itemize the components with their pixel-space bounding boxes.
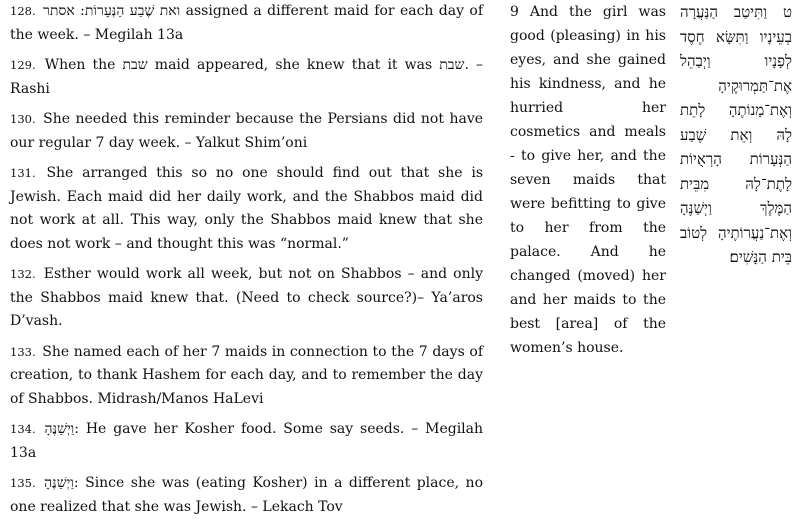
note-text: ואת שֶׁבַע הַנְּעָרוֹת: אסתר assigned a different maid for each day of the week. – Megilah 13a	[10, 3, 484, 43]
note-number: 134.	[10, 422, 36, 436]
note-128	[10, 0, 483, 47]
note-number: 132.	[10, 267, 36, 281]
note-129	[10, 54, 483, 101]
note-number: 129.	[10, 58, 36, 72]
note-134	[10, 418, 483, 465]
note-131	[10, 162, 483, 256]
note-number: 135.	[10, 476, 36, 490]
verse-english-translation: 9 And the girl was good (pleasing) in his eyes, and she gained his kindness, and he hurried her cosmetics and meals - to give her, and the seven maids that were befitting to give to her from the palace. And he changed (moved) her and her maids to the best [area] of the women’s house.	[510, 4, 666, 356]
note-text: When the שבת maid appeared, she knew that it was שבת. – Rashi	[10, 57, 483, 97]
note-133	[10, 341, 483, 412]
note-132	[10, 263, 483, 334]
note-135	[10, 472, 483, 519]
note-text: Esther would work all week, but not on Shabbos – and only the Shabbos maid knew that. (Need to check source?)– Ya’aros D’vash.	[10, 266, 484, 329]
note-text: She named each of her 7 maids in connection to the 7 days of creation, to thank Hashem for each day, and to remember the day of Shabbos. Midrash/Manos HaLevi	[10, 343, 483, 407]
note-number: 133.	[10, 344, 36, 359]
note-130	[10, 108, 483, 155]
note-text: וַיְשַׁנֶּהָ: He gave her Kosher food. Some say seeds. – Megilah 13a	[10, 421, 484, 461]
note-text: She arranged this so no one should find out that she is Jewish. Each maid did her daily work, and the Shabbos maid did not work at all. This way, only the Shabbos maid knew that she does not work – and thought this was “normal.”	[10, 165, 483, 252]
note-text: She needed this reminder because the Persians did not have our regular 7 day week. – Yalkut Shim’oni	[10, 111, 484, 151]
commentary-notes	[10, 0, 483, 526]
verse-hebrew-text: ט וַתִּיטַב הַנַּעֲרָה בְעֵינָיו וַתִּשָּׂא חֶסֶד לְפָנָיו וַיְבַהֵל אֶת־תַּמְרוּקֶיהָ וְאֶת־מָנוֹתֶהָ לָתֵת לָהּ וְאֵת שֶׁבַע הַנְּעָרוֹת הָרְאֻיוֹת לָתֶת־לָהּ מִבֵּית הַמֶּלֶךְ וַיְשַׁנֶּהָ וְאֶת־נַעֲרוֹתֶיהָ לְטוֹב בֵּית הַנָּשִׁים׃	[680, 3, 792, 266]
note-number: 131.	[10, 166, 36, 180]
note-number: 130.	[10, 112, 36, 126]
note-text: וַיְשַׁנֶּהָ: Since she was (eating Kosher) in a different place, no one realized that she was Jewish. – Lekach Tov	[10, 475, 484, 515]
note-number: 128.	[10, 4, 36, 18]
